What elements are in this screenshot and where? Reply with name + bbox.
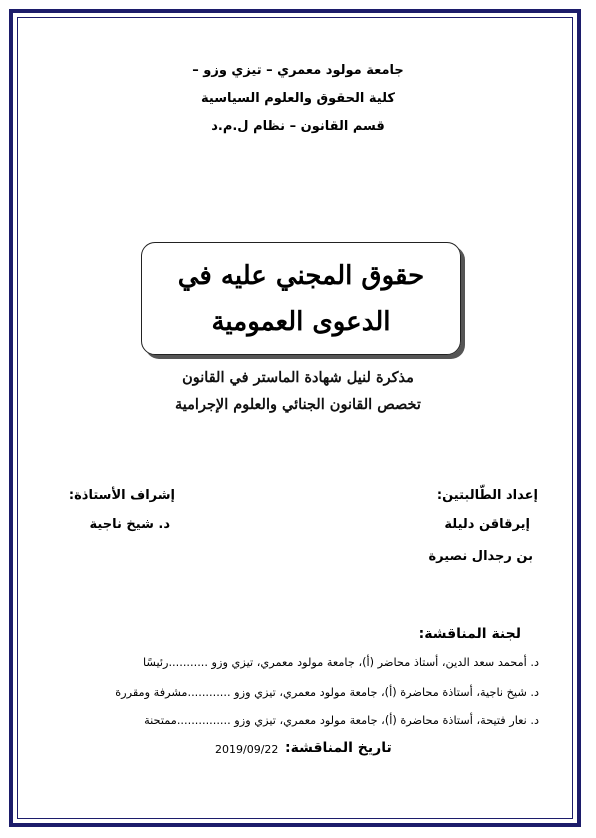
university-name: جامعة مولود معمري – تيزي وزو – xyxy=(192,63,404,78)
degree-line: مذكرة لنيل شهادة الماستر في القانون xyxy=(182,369,414,386)
department-name: قسم القانون – نظام ل.م.د xyxy=(211,119,385,134)
title-box xyxy=(141,242,461,355)
discussion-date-value: 2019/09/22 xyxy=(215,743,279,756)
committee-member-2: د. شيخ ناجية، أستاذة محاضرة (أ)، جامعة مولود معمري، تيزي وزو ............مشرفة ومقررة xyxy=(115,686,539,699)
committee-label: لجنة المناقشة: xyxy=(418,626,521,642)
faculty-name: كلية الحقوق والعلوم السياسية xyxy=(201,91,395,106)
supervisor-name: د. شيخ ناجية xyxy=(89,517,170,532)
committee-member-3: د. نعار فتيحة، أستاذة محاضرة (أ)، جامعة مولود معمري، تيزي وزو ...............ممتحنة xyxy=(144,714,539,727)
specialty-line: تخصص القانون الجنائي والعلوم الإجرامية xyxy=(175,396,421,413)
supervisor-label: إشراف الأستاذة: xyxy=(68,488,175,503)
student-name-1: إيرقاقن دليلة xyxy=(444,517,530,532)
discussion-date-label: تاريخ المناقشة: xyxy=(285,740,392,756)
committee-member-1: د. أمحمد سعد الدين، أستاذ محاضر (أ)، جامعة مولود معمري، تيزي وزو ...........رئيسًا xyxy=(142,656,539,669)
thesis-title: حقوق المجني عليه في الدعوى العمومية xyxy=(177,260,425,337)
students-label: إعداد الطّالبتين: xyxy=(436,488,538,503)
student-name-2: بن رجدال نصيرة xyxy=(428,549,533,564)
